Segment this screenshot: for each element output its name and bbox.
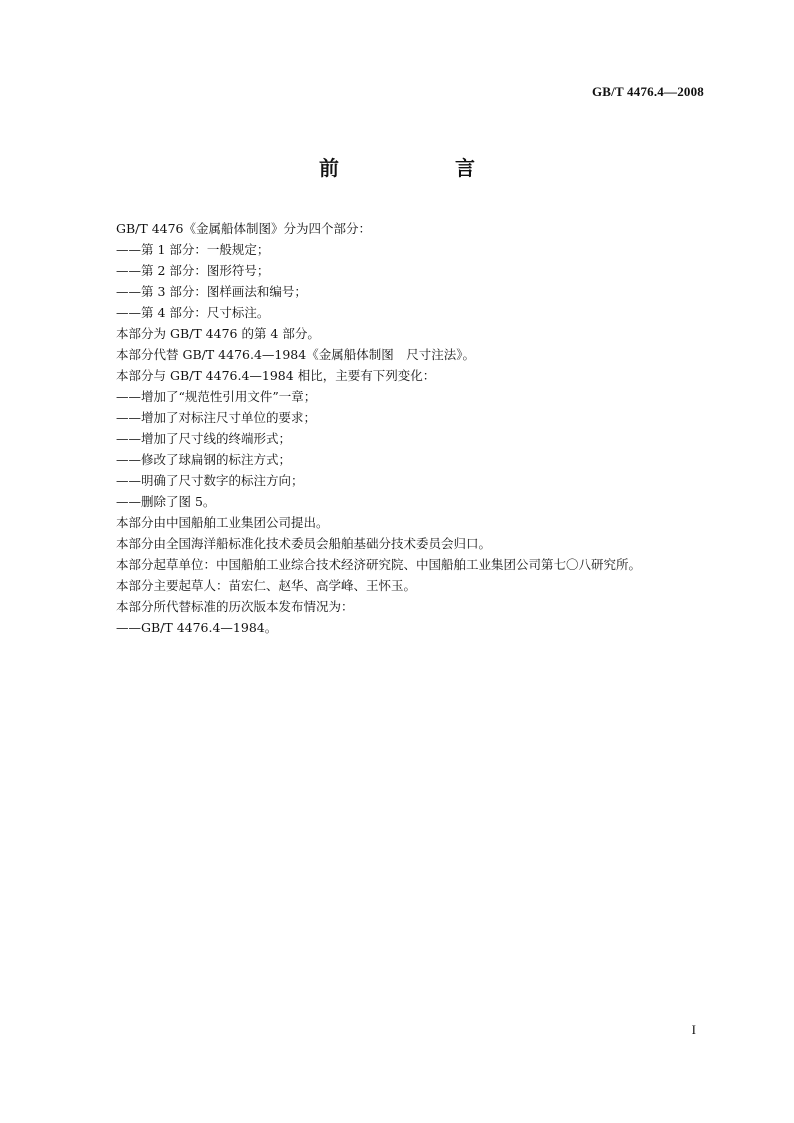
page-number: I [691,1022,696,1037]
standard-code: GB/T 4476.4—2008 [591,84,704,99]
foreword-line: 本部分由全国海洋船标准化技术委员会船舶基础分技术委员会归口。 [116,536,492,551]
foreword-line: 本部分所代替标准的历次版本发布情况为： [116,599,354,614]
foreword-line: ——增加了尺寸线的终端形式； [116,431,292,446]
foreword-line: ——第 1 部分：一般规定； [116,242,270,257]
page-title: 前 言 [319,156,523,180]
foreword-line: 本部分代替 GB/T 4476.4—1984《金属船体制图 尺寸注法》。 [116,347,475,362]
foreword-line: ——增加了对标注尺寸单位的要求； [116,410,317,425]
foreword-line: ——第 4 部分：尺寸标注。 [116,305,270,320]
foreword-body [116,218,716,638]
foreword-line: ——修改了球扁钢的标注方式； [116,452,292,467]
foreword-line: ——明确了尺寸数字的标注方向； [116,473,304,488]
foreword-line: ——第 2 部分：图形符号； [116,263,270,278]
foreword-line: ——第 3 部分：图样画法和编号； [116,284,307,299]
foreword-line: ——GB/T 4476.4—1984。 [116,620,278,635]
foreword-line: 本部分为 GB/T 4476 的第 4 部分。 [116,326,320,341]
foreword-line: ——删除了图 5。 [116,494,216,509]
foreword-line: 本部分由中国船舶工业集团公司提出。 [116,515,329,530]
foreword-line: 本部分起草单位：中国船舶工业综合技术经济研究院、中国船舶工业集团公司第七〇八研究所。 [116,557,642,572]
foreword-line: ——增加了“规范性引用文件”一章； [116,389,317,404]
foreword-line: 本部分主要起草人：苗宏仁、赵华、高学峰、王怀玉。 [116,578,417,593]
foreword-line: GB/T 4476《金属船体制图》分为四个部分： [116,221,372,236]
foreword-line: 本部分与 GB/T 4476.4—1984 相比，主要有下列变化： [116,368,436,383]
